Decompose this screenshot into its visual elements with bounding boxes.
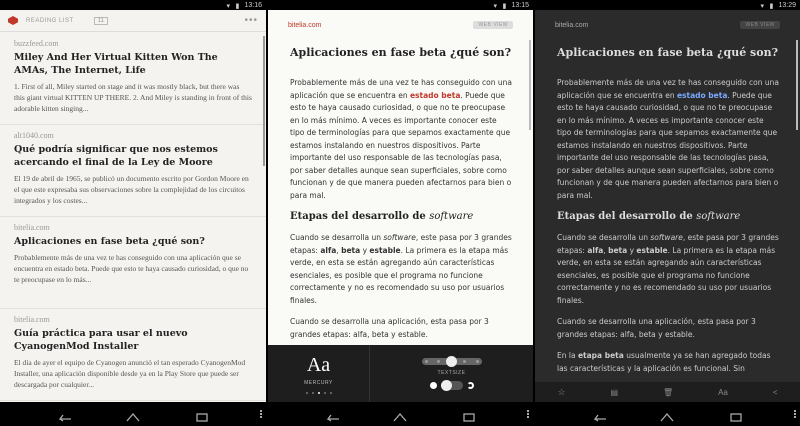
item-title: Guía práctica para usar el nuevo CyanogenMod Installer: [14, 328, 188, 352]
reading-list-screen: [0, 0, 266, 426]
article-list: [0, 33, 266, 401]
scrollbar[interactable]: [796, 40, 798, 130]
clock: 13:16: [244, 1, 262, 9]
nav-bar: [268, 402, 533, 426]
font-preview: Aa: [306, 353, 331, 376]
wifi-icon: ▾: [493, 3, 497, 10]
recents-icon[interactable]: [728, 409, 744, 419]
web-view-button[interactable]: WEB VIEW: [473, 21, 513, 29]
sun-icon: [430, 382, 437, 389]
status-bar: [268, 0, 533, 10]
list-item[interactable]: [0, 309, 266, 401]
article-domain[interactable]: bitelia.com: [288, 21, 322, 29]
display-controls: [370, 345, 533, 402]
reading-list-header: [0, 10, 266, 32]
clock: 13:29: [778, 1, 796, 9]
paragraph: En la etapa beta usualmente ya se han agregado todas las características y la aplicación es funcional. Sin: [557, 351, 771, 373]
article-light-screen: [268, 0, 533, 426]
article-dark-screen: [535, 0, 800, 426]
theme-toggle[interactable]: [430, 381, 474, 390]
font-picker[interactable]: [268, 345, 370, 402]
back-icon[interactable]: [324, 409, 340, 419]
back-icon[interactable]: [591, 409, 607, 419]
menu-dots-icon[interactable]: [260, 410, 262, 418]
menu-dots-icon[interactable]: [794, 410, 796, 418]
home-icon[interactable]: [659, 409, 675, 419]
back-icon[interactable]: [56, 409, 72, 419]
font-name: MERCURY: [304, 379, 333, 386]
delete-icon[interactable]: 🗑: [662, 387, 674, 397]
web-view-button[interactable]: WEB VIEW: [740, 21, 780, 29]
section-heading: Etapas del desarrollo de software: [557, 211, 741, 222]
archive-icon[interactable]: ▤: [610, 387, 619, 397]
reading-list-title: READING LIST: [26, 17, 74, 24]
moon-icon: [467, 382, 474, 389]
status-bar: [535, 0, 800, 10]
wifi-icon: ▾: [760, 3, 764, 10]
nav-bar: [535, 402, 800, 426]
item-excerpt: Probablemente más de una vez te has conseguido con una aplicación que se encuentra en estado beta. Puede que esto te haya causado curiosidad, o que no te preocupase en lo más...: [14, 253, 249, 284]
item-domain: bitelia.com: [14, 223, 50, 232]
item-excerpt: El 19 de abril de 1965, se publicó un documento escrito por Gordon Moore en el que este expresaba sus observaciones sobre la complejidad de los circuitos integrados y los costes...: [14, 174, 249, 205]
article-body: [290, 46, 513, 350]
paragraph: Cuando se desarrolla un software, este pasa por 3 grandes etapas: alfa, beta y estable. La primera es la etapa más verde, en esta se están agregando aún características esenciales, es posible que el programa no funcione correctamente y no es recomendado su uso por usuarios finales.: [290, 233, 512, 305]
overflow-menu-icon[interactable]: •••: [244, 15, 258, 26]
scrollbar[interactable]: [529, 40, 531, 130]
theme-switch[interactable]: [441, 381, 463, 390]
battery-icon: ▮: [502, 3, 507, 10]
nav-bar: [0, 402, 266, 426]
textsize-label: TEXTSIZE: [437, 369, 466, 376]
article-domain[interactable]: bitelia.com: [555, 21, 589, 29]
article-toolbar: [535, 382, 800, 402]
recents-icon[interactable]: [194, 409, 210, 419]
paragraph: Cuando se desarrolla una aplicación, esta pasa por 3 grandes etapas: alfa, beta y estable.: [290, 317, 489, 339]
home-icon[interactable]: [392, 409, 408, 419]
paragraph: Cuando se desarrolla una aplicación, esta pasa por 3 grandes etapas: alfa, beta y estable.: [557, 317, 756, 339]
menu-dots-icon[interactable]: [527, 410, 529, 418]
item-domain: alt1040.com: [14, 131, 54, 140]
wifi-icon: ▾: [226, 3, 230, 10]
share-icon[interactable]: <: [772, 387, 778, 397]
article-title: Aplicaciones en fase beta ¿qué son?: [557, 46, 779, 59]
font-page-dots: [306, 392, 332, 394]
font-settings-panel: [268, 345, 533, 402]
paragraph: Probablemente más de una vez te has conseguido con una aplicación que se encuentra en estado beta. Puede que esto te haya causado curiosidad, o que no te preocupase en lo más mínimo. A veces es importante conocer este tipo de terminologías para que sepamos exactamente que estamos instalando en nuestros dispositivos. Parte importante del uso responsable de las tecnologías pasa, por saber detalles aunque sean superficiales, sobre como funcionan y de que manera pueden afectarnos para bien o para mal.: [557, 78, 779, 200]
item-title: Qué podría significar que nos estemos acercando el final de la Ley de Moore: [14, 144, 218, 168]
home-icon[interactable]: [125, 409, 141, 419]
textsize-slider[interactable]: [422, 358, 482, 365]
article-body: [557, 46, 780, 384]
slider-knob[interactable]: [446, 356, 457, 367]
paragraph: Probablemente más de una vez te has conseguido con una aplicación que se encuentra en estado beta. Puede que esto te haya causado curiosidad, o que no te preocupase en lo más mínimo. A veces es importante conocer este tipo de terminologías para que sepamos exactamente que estamos instalando en nuestros dispositivos. Parte importante del uso responsable de las tecnologías pasa, por saber detalles aunque sean superficiales, sobre como funcionan y de que manera pueden afectarnos para bien o para mal.: [290, 78, 512, 200]
list-item[interactable]: [0, 33, 266, 125]
list-item[interactable]: [0, 125, 266, 217]
article-header: [535, 10, 800, 40]
section-heading: Etapas del desarrollo de software: [290, 211, 474, 222]
battery-icon: ▮: [769, 3, 774, 10]
clock: 13:15: [511, 1, 529, 9]
item-domain: bitelia.com: [14, 315, 50, 324]
list-item[interactable]: [0, 217, 266, 309]
status-bar: [0, 0, 266, 10]
font-settings-icon[interactable]: Aa: [718, 387, 728, 397]
favorite-star-icon[interactable]: ☆: [557, 386, 566, 397]
paragraph: Cuando se desarrolla un software, este pasa por 3 grandes etapas: alfa, beta y estable. La primera es la etapa más verde, en esta se están agregando aún características esenciales, es posible que el programa no funcione correctamente y no es recomendado su uso por usuarios finales.: [557, 233, 779, 305]
item-title: Miley And Her Virtual Kitten Won The AMAs, The Internet, Life: [14, 52, 218, 76]
item-count-badge: 11: [94, 17, 108, 25]
battery-icon: ▮: [235, 3, 240, 10]
item-title: Aplicaciones en fase beta ¿qué son?: [14, 236, 205, 247]
scrollbar[interactable]: [263, 36, 265, 166]
article-header: [268, 10, 533, 40]
item-excerpt: 1. First of all, Miley started on stage and it was mostly black, but there was this giant virtual KITTEN UP THERE. 2. And Miley is standing in front of this adorable kitten singing...: [14, 82, 252, 113]
pocket-logo-icon[interactable]: [8, 16, 18, 25]
article-title: Aplicaciones en fase beta ¿qué son?: [290, 46, 512, 59]
item-excerpt: El día de ayer el equipo de Cyanogen anunció el tan esperado CyanogenMod Installer, una aplicación disponible desde ya en la Play Store que puede ser descargada por cualquier...: [14, 358, 246, 389]
item-domain: buzzfeed.com: [14, 39, 59, 48]
recents-icon[interactable]: [461, 409, 477, 419]
